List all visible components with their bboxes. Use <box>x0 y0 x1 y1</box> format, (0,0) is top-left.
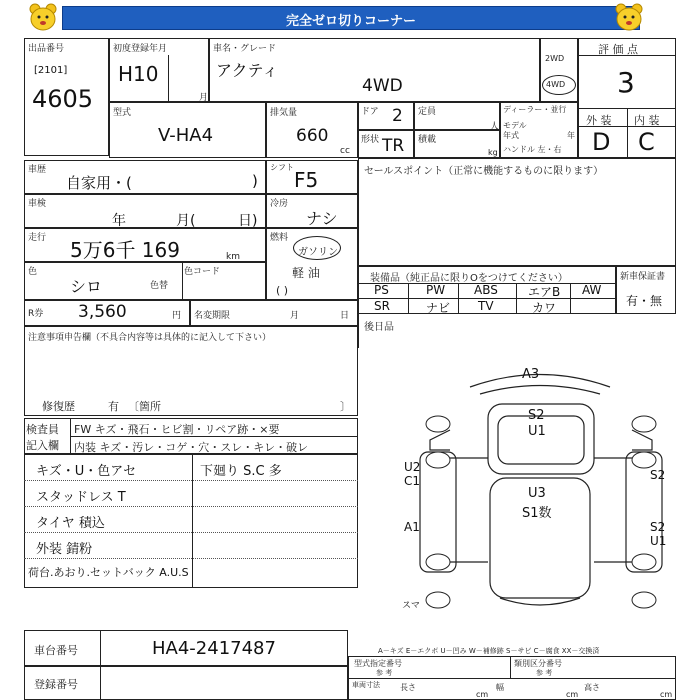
grade-exterior-label: 外 装 <box>586 114 612 127</box>
nameplate-day: 日 <box>340 311 350 321</box>
chassis-label: 車台番号 <box>34 644 78 657</box>
color-type-label: 色替 <box>150 281 169 291</box>
grade-divider-3 <box>627 108 628 158</box>
grade-divider-1 <box>578 55 676 56</box>
banner-title: 完全ゼロ切りコーナー <box>285 14 416 29</box>
color-value: シロ <box>70 277 103 296</box>
doors-label: ドア <box>361 107 379 117</box>
handwritten-line-4 <box>24 558 358 559</box>
displacement-unit: cc <box>340 146 350 156</box>
dealer-model-label: モデル <box>503 121 527 130</box>
equipment-aw: AW <box>582 283 602 297</box>
equipment-label: 装備品（純正品に限りOをつけてください） <box>370 273 568 284</box>
history-label: 車歴 <box>28 165 47 175</box>
size-label: 車両寸法 <box>352 681 380 689</box>
equipment-row-divider <box>358 298 616 299</box>
diagram-mark-left2: C1 <box>404 474 421 488</box>
mileage-unit: km <box>226 252 240 262</box>
inspection-box <box>24 194 266 228</box>
lot-sub: [2101] <box>34 65 68 76</box>
handwritten-note-4: 外装 錆粉 <box>36 542 93 557</box>
mileage-label: 走行 <box>28 233 47 243</box>
drive-4wd-label: 4WD <box>546 80 566 89</box>
bear-mascot-left-icon <box>26 2 60 32</box>
size-height: 高さ <box>584 683 600 692</box>
grade-label: 評 価 点 <box>598 43 638 56</box>
diagram-mark-center: U3 <box>528 486 546 501</box>
chassis-value: HA4-2417487 <box>152 638 276 659</box>
body-shape-value: TR <box>382 136 405 156</box>
diagram-mark-right2: S2 <box>650 520 666 534</box>
inspection-label: 車検 <box>28 199 47 209</box>
grade-interior-label: 内 装 <box>634 114 660 127</box>
new-warranty-value: 有・無 <box>626 294 663 308</box>
inspection-day: 日) <box>238 213 258 229</box>
history-value: 自家用・( <box>66 174 132 192</box>
dealer-label: ディーラー・並行 <box>503 105 567 114</box>
handwritten-line-2 <box>24 506 358 507</box>
history-box <box>24 160 266 194</box>
inspection-year: 年 <box>112 213 126 229</box>
car-drive: 4WD <box>362 76 403 96</box>
checker-row1: FW キズ・飛石・ヒビ割・リペア跡・×要 <box>74 423 280 436</box>
notes-repair-value: 有 <box>108 400 119 413</box>
size-width-cm: cm <box>566 690 579 699</box>
aftercare-box <box>358 314 676 348</box>
size-height-cm: cm <box>660 690 673 699</box>
model-spec-label: 型式指定番号 <box>354 659 402 668</box>
car-name-label: 車名・グレード <box>213 44 277 54</box>
color-box <box>24 262 266 300</box>
size-width: 幅 <box>496 683 504 692</box>
grade-divider-4 <box>578 126 676 127</box>
nameplate-label: 名変期限 <box>194 311 231 321</box>
equipment-tv: TV <box>478 299 494 313</box>
equipment-abs: ABS <box>474 283 498 297</box>
notes-label: 注意事項申告欄（不具合内容等は具体的に記入して下さい） <box>28 333 272 343</box>
fuel-paren: ( ) <box>276 284 289 297</box>
handwritten-line-3 <box>24 532 358 533</box>
drive-2wd-label: 2WD <box>545 54 565 63</box>
diagram-mark-top: A3 <box>522 367 540 382</box>
car-name: アクティ <box>216 61 279 80</box>
notes-repair-part: 〔箇所 <box>128 400 161 413</box>
diagram-mark-left1: U2 <box>404 460 421 474</box>
aircon-value: ナシ <box>306 209 338 228</box>
grade-score: 3 <box>617 66 635 99</box>
registration-label: 初度登録年月 <box>113 44 168 54</box>
fuel-label: 燃料 <box>270 233 289 243</box>
registration-year: H10 <box>118 62 159 86</box>
color-label: 色 <box>28 267 38 277</box>
diagram-mark-center2: S1数 <box>522 506 552 521</box>
bottom-right-row-divider <box>348 678 676 679</box>
equipment-airbag: エアB <box>528 285 561 299</box>
handwritten-note-2: スタッドレス T <box>36 490 126 505</box>
model-label: 型式 <box>113 108 132 118</box>
shift-label: シフト <box>270 163 294 172</box>
doors-value: 2 <box>392 106 403 126</box>
equipment-navi: ナビ <box>426 301 451 315</box>
history-close: ) <box>252 172 258 190</box>
handwritten-note-right: 下廻り S.C 多 <box>200 464 282 479</box>
model-spec-ref: 参 考 <box>376 669 393 677</box>
diagram-mark-center-top2: U1 <box>528 424 546 439</box>
reg-number-label: 登録番号 <box>34 678 78 691</box>
new-warranty-label: 新車保証書 <box>620 272 666 282</box>
displacement-value: 660 <box>296 126 329 146</box>
checker-row2: 内装 キズ・汚レ・コゲ・穴・スレ・キレ・破レ <box>74 441 309 454</box>
class-label: 類別区分番号 <box>514 659 562 668</box>
equipment-sr: SR <box>374 299 390 313</box>
mileage-value: 5万6千 169 <box>70 238 180 262</box>
recycle-unit: 円 <box>172 311 182 321</box>
inspection-month: 月( <box>176 213 196 229</box>
aftercare-label: 後日品 <box>364 322 394 333</box>
capacity-unit: 人 <box>490 122 500 132</box>
class-ref: 参 考 <box>536 669 553 677</box>
displacement-label: 排気量 <box>270 108 298 118</box>
aircon-label: 冷房 <box>270 199 289 209</box>
dealer-year-unit: 年 <box>567 131 575 140</box>
diagram-mark-right3: U1 <box>650 534 667 548</box>
grade-exterior: D <box>592 128 611 156</box>
notes-repair: 修復歴 <box>42 400 75 413</box>
equipment-pw: PW <box>426 283 446 297</box>
checker-sub: 記入欄 <box>26 439 59 452</box>
lot-number: 4605 <box>32 85 94 113</box>
handwritten-divider <box>192 454 193 588</box>
lot-label: 出品番号 <box>28 44 65 54</box>
dealer-year-label: 年式 <box>503 131 519 140</box>
recycle-value: 3,560 <box>78 302 127 322</box>
registration-divider <box>168 55 169 102</box>
color-code-label: 色コード <box>184 267 221 277</box>
handwritten-note-1: キズ・U・色アセ <box>36 464 137 479</box>
fuel-gas: ガソリン <box>298 247 338 258</box>
recycle-label: R券 <box>28 309 44 319</box>
load-label: 積載 <box>418 135 437 145</box>
body-shape-label: 形状 <box>361 135 380 145</box>
banner <box>62 6 640 30</box>
bear-mascot-right-icon <box>612 2 646 32</box>
shift-value: F5 <box>294 168 319 192</box>
equipment-ps: PS <box>374 283 389 297</box>
diagram-mark-left3: A1 <box>404 520 420 534</box>
dealer-handle: ハンドル 左・右 <box>503 145 562 154</box>
handwritten-note-5: 荷台.あおり.セットバック A.U.S <box>28 566 189 579</box>
equipment-leather: カワ <box>532 301 557 315</box>
color-divider <box>182 262 183 300</box>
size-length-cm: cm <box>476 690 489 699</box>
legend: A－キズ E－エクボ U－凹み W－補修跡 S－サビ C－腐食 XX－交換済 <box>378 647 600 655</box>
diagram-mark-bottom-left: スマ <box>402 601 420 611</box>
handwritten-note-3: タイヤ 積込 <box>36 516 105 531</box>
sales-point-label: セールスポイント（正常に機能するものに限ります） <box>364 166 604 177</box>
handwritten-line-1 <box>24 480 358 481</box>
model-value: V-HA4 <box>158 125 214 146</box>
size-length: 長さ <box>400 683 416 692</box>
checker-label: 検査員 <box>26 423 59 436</box>
registration-month-unit: 月 <box>199 93 209 103</box>
grade-interior: C <box>638 128 655 156</box>
capacity-label: 定員 <box>418 107 437 117</box>
diagram-mark-center-top: S2 <box>528 408 545 423</box>
bottom-right-divider <box>510 656 511 678</box>
nameplate-month: 月 <box>290 311 300 321</box>
notes-repair-close: 〕 <box>340 400 351 413</box>
diagram-mark-right1: S2 <box>650 468 666 482</box>
fuel-diesel: 軽 油 <box>292 266 320 280</box>
load-unit: kg <box>488 148 498 157</box>
